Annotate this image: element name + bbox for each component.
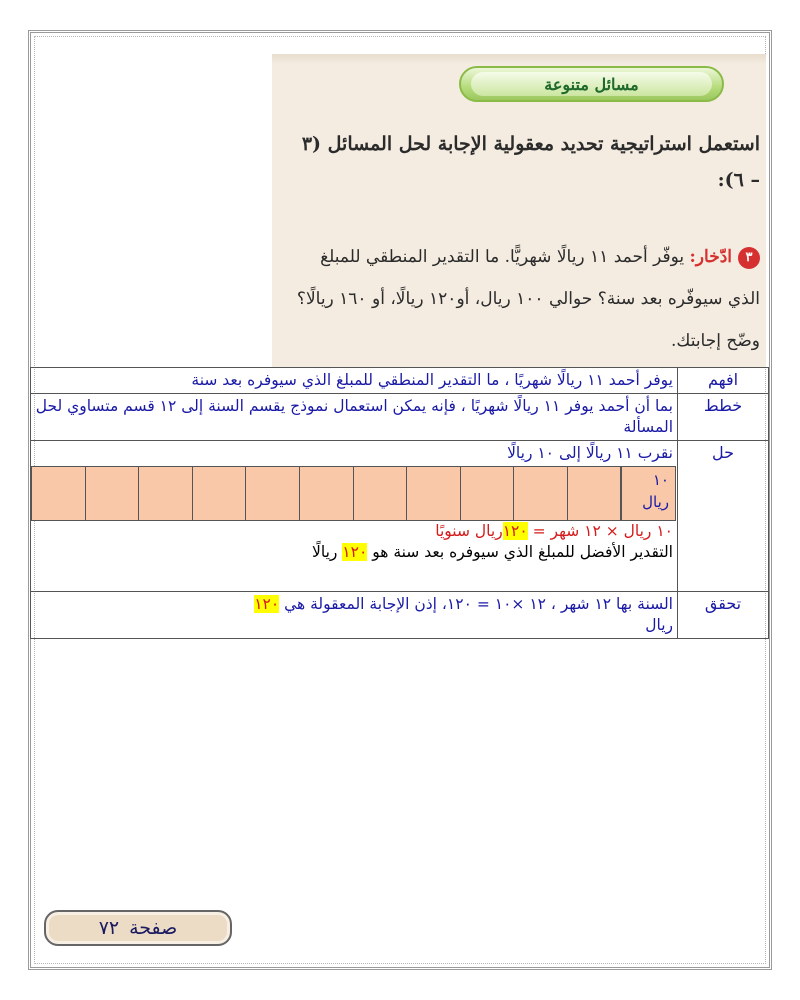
solution-table (30, 367, 769, 639)
model-wrap (32, 466, 676, 521)
model-box (513, 466, 568, 521)
label-solve: حل (678, 441, 769, 592)
solve-spacer (35, 563, 673, 589)
check-part2: ريال (645, 616, 673, 634)
rounding-text: نقرب ١١ ريالًا إلى ١٠ ريالًا (507, 444, 673, 462)
page-number: ٧٢ (98, 917, 120, 939)
estimate-part2: ريالًا (312, 543, 343, 561)
page-number-badge (44, 910, 232, 946)
section-title-pill (459, 66, 724, 102)
strategy-instruction: استعمل استراتيجية تحديد معقولية الإجابة لحل المسائل (٣ – ٦): (301, 133, 760, 191)
model-box-value: ١٠ (652, 471, 669, 489)
model-box (85, 466, 140, 521)
model-box (31, 466, 86, 521)
model-box (138, 466, 193, 521)
page-label: صفحة (129, 917, 178, 939)
model-box (192, 466, 247, 521)
bar-model (32, 466, 676, 521)
check-part1: السنة بها ١٢ شهر ، ١٢ ×١٠ = ١٢٠، إذن الإجابة المعقولة هي (279, 595, 673, 613)
model-box (406, 466, 461, 521)
model-box (567, 466, 622, 521)
equation-highlight: ١٢٠ (502, 522, 528, 540)
problem-term: ادّخار: (689, 247, 732, 267)
excerpt-top-strip (272, 54, 766, 64)
estimate-line (35, 542, 673, 563)
row-plan (31, 394, 769, 441)
equation-part2: ريال سنويًا (435, 522, 503, 540)
textbook-excerpt (272, 54, 766, 367)
content-solve (31, 441, 678, 592)
row-check (31, 592, 769, 639)
estimate-highlight: ١٢٠ (342, 543, 368, 561)
model-box-unit: ريال (642, 493, 669, 511)
content-plan: بما أن أحمد يوفر ١١ ريالًا شهريًا ، فإنه يمكن استعمال نموذج يقسم السنة إلى ١٢ قسم متساوي لحل المسألة (31, 394, 678, 441)
check-highlight: ١٢٠ (254, 595, 280, 613)
content-check (31, 592, 678, 639)
estimate-part1: التقدير الأفضل للمبلغ الذي سيوفره بعد سنة هو (367, 543, 673, 561)
content-understand: يوفر أحمد ١١ ريالًا شهريًا ، ما التقدير المنطقي للمبلغ الذي سيوفره بعد سنة (31, 368, 678, 394)
model-box (299, 466, 354, 521)
model-box (460, 466, 515, 521)
label-plan: خطط (678, 394, 769, 441)
model-box (353, 466, 408, 521)
problem-body: يوفّر أحمد ١١ ريالًا شهريًّا. ما التقدير المنطقي للمبلغ الذي سيوفّره بعد سنة؟ حوالي ١٠٠ ريال، أو١٢٠ ريالًا، أو ١٦٠ ريالًا؟ وضّح إجابتك. (296, 247, 760, 351)
section-title: مسائل متنوعة (544, 74, 639, 94)
problem-text (290, 236, 760, 362)
model-box (621, 466, 676, 521)
problem-number-badge: ٣ (738, 247, 760, 269)
model-box (245, 466, 300, 521)
equation-line (35, 521, 673, 542)
label-check: تحقق (678, 592, 769, 639)
equation-part1: ١٠ ريال × ١٢ شهر = (527, 522, 673, 540)
label-understand: افهم (678, 368, 769, 394)
row-understand (31, 368, 769, 394)
row-solve (31, 441, 769, 592)
